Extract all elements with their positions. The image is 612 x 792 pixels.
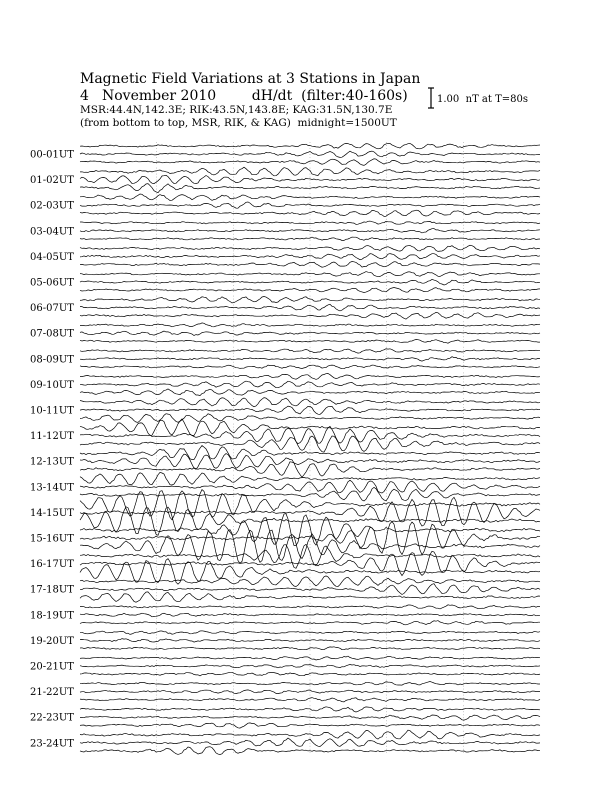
trace-rik xyxy=(80,738,540,746)
hour-row xyxy=(30,167,540,193)
hour-row xyxy=(30,296,540,320)
hour-row xyxy=(30,680,540,704)
midnight-note: midnight=1500UT xyxy=(297,117,397,129)
row-label: 04-05UT xyxy=(30,251,74,263)
hour-row xyxy=(30,705,540,729)
row-label: 08-09UT xyxy=(30,354,74,366)
row-label: 17-18UT xyxy=(30,584,74,596)
row-label: 05-06UT xyxy=(30,277,74,289)
trace-rik xyxy=(80,175,540,183)
hour-row xyxy=(30,193,540,217)
hour-row xyxy=(30,603,540,627)
hour-row xyxy=(30,372,540,396)
filter-label: (filter:40-160s) xyxy=(301,88,408,104)
hour-row xyxy=(30,219,540,243)
row-label: 02-03UT xyxy=(30,200,74,212)
hour-row xyxy=(30,398,540,423)
row-label: 20-21UT xyxy=(30,661,74,673)
hour-row xyxy=(30,419,540,452)
date-month-year: November 2010 xyxy=(102,88,217,104)
row-label: 11-12UT xyxy=(30,431,74,443)
scale-bar-label: 1.00 nT at T=80s xyxy=(437,94,528,105)
row-label: 19-20UT xyxy=(30,635,74,647)
trace-kag xyxy=(80,656,540,660)
row-label: 23-24UT xyxy=(30,738,74,750)
trace-kag xyxy=(80,143,540,149)
trace-rik xyxy=(80,613,540,617)
trace-msr xyxy=(80,414,540,423)
trace-kag xyxy=(80,349,540,353)
hour-row xyxy=(30,270,540,294)
station-coordinates: MSR:44.4N,142.3E; RIK:43.5N,143.8E; KAG:31.5N,130.7E xyxy=(80,104,393,116)
trace-rik xyxy=(80,480,540,493)
trace-msr xyxy=(80,159,540,166)
date-day: 4 xyxy=(80,88,89,104)
trace-kag xyxy=(80,631,540,635)
row-label: 18-19UT xyxy=(30,610,74,622)
hour-row xyxy=(30,244,540,268)
row-label: 09-10UT xyxy=(30,379,74,391)
hour-row xyxy=(30,446,540,478)
trace-msr xyxy=(80,184,540,193)
trace-kag xyxy=(80,605,540,609)
hour-row xyxy=(30,514,540,564)
hour-row xyxy=(30,576,540,602)
row-label: 22-23UT xyxy=(30,712,74,724)
hour-row xyxy=(30,321,540,345)
hour-row xyxy=(30,472,540,501)
row-label: 06-07UT xyxy=(30,303,74,315)
trace-rik xyxy=(80,229,540,233)
trace-msr xyxy=(80,210,540,216)
trace-kag xyxy=(80,323,540,327)
trace-rik xyxy=(80,357,540,361)
hour-row xyxy=(30,730,540,755)
row-label: 10-11UT xyxy=(30,405,74,417)
hour-row xyxy=(30,654,540,678)
trace-msr xyxy=(80,312,540,319)
row-label: 16-17UT xyxy=(30,559,74,571)
trace-msr xyxy=(80,592,540,602)
row-label: 13-14UT xyxy=(30,482,74,494)
row-label: 00-01UT xyxy=(30,149,74,161)
trace-kag xyxy=(80,272,540,277)
hour-row xyxy=(30,142,540,166)
quantity-label: dH/dt xyxy=(251,88,293,104)
row-label: 03-04UT xyxy=(30,226,74,238)
trace-rik xyxy=(80,639,540,643)
trace-msr xyxy=(80,487,540,501)
row-label: 12-13UT xyxy=(30,456,74,468)
hour-row xyxy=(30,628,540,652)
row-label: 01-02UT xyxy=(30,175,74,187)
hour-row xyxy=(30,347,540,371)
chart-title: Magnetic Field Variations at 3 Stations in Japan xyxy=(80,71,421,87)
row-label: 15-16UT xyxy=(30,533,74,545)
trace-msr xyxy=(80,389,540,396)
scale-bar xyxy=(428,88,434,108)
order-note: (from bottom to top, MSR, RIK, & KAG) xyxy=(80,117,291,129)
trace-msr xyxy=(80,747,540,755)
row-label: 21-22UT xyxy=(30,687,74,699)
trace-rik xyxy=(80,426,540,443)
row-label: 07-08UT xyxy=(30,328,74,340)
trace-rik xyxy=(80,304,540,311)
row-label: 14-15UT xyxy=(30,507,74,519)
